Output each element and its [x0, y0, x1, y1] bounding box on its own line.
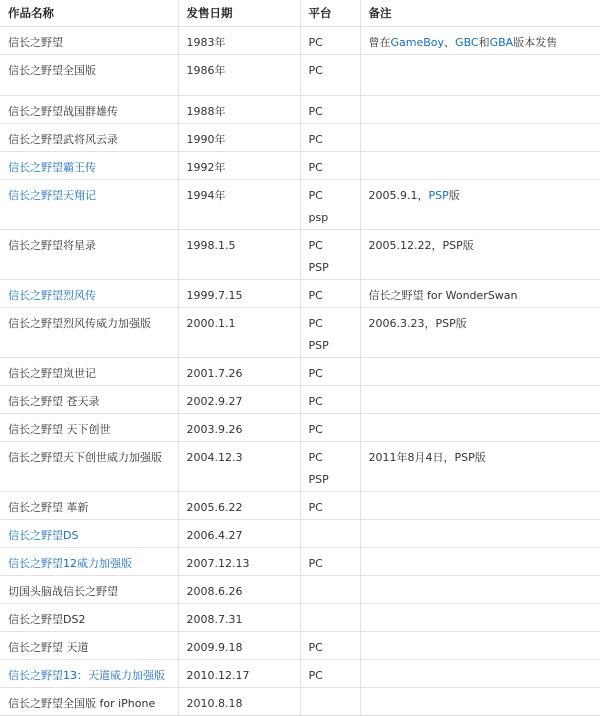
title-text: 信长之野望 天道: [8, 641, 89, 654]
title-link[interactable]: 信长之野望13：天道威力加强版: [8, 669, 165, 682]
table-row: [0, 96, 600, 124]
cell-title[interactable]: [0, 280, 178, 308]
note-segment: 2005.9.1，: [368, 189, 429, 202]
title-text: 信长之野望战国群雄传: [8, 105, 118, 118]
note-segment: 2006.3.23，PSP版: [368, 317, 467, 330]
release-date: 1999.7.15: [186, 289, 243, 302]
cell-platform: [300, 386, 360, 414]
table-row: [0, 180, 600, 230]
release-date: 1994年: [186, 189, 226, 202]
platform-label: PC: [308, 501, 323, 514]
title-text: 信长之野望将星录: [8, 239, 96, 252]
cell-date: [178, 124, 300, 152]
header-date: 发售日期: [178, 0, 300, 27]
note-link[interactable]: GBC: [455, 36, 479, 49]
cell-date: [178, 180, 300, 230]
cell-date: [178, 96, 300, 124]
cell-note: [360, 386, 600, 414]
table-row: [0, 492, 600, 520]
release-date: 1992年: [186, 161, 226, 174]
cell-title: [0, 492, 178, 520]
note-segment: 曾在: [368, 36, 391, 49]
cell-title: [0, 414, 178, 442]
release-date: 2004.12.3: [186, 451, 243, 464]
title-text: 信长之野望DS2: [8, 613, 86, 626]
table-row: [0, 548, 600, 576]
table-row: [0, 55, 600, 96]
title-text: 信长之野望 革新: [8, 501, 89, 514]
cell-platform: [300, 280, 360, 308]
cell-title[interactable]: [0, 152, 178, 180]
release-date: 2002.9.27: [186, 395, 243, 408]
note-segment: 、: [444, 36, 456, 49]
header-platform: 平台: [300, 0, 360, 27]
platform-label: PC: [308, 289, 323, 302]
cell-note: [360, 180, 600, 230]
table-row: [0, 386, 600, 414]
cell-note: [360, 604, 600, 632]
table-row: [0, 520, 600, 548]
platform-label: PSP: [308, 261, 329, 274]
note-segment: 2005.12.22，PSP版: [368, 239, 474, 252]
table-row: [0, 576, 600, 604]
cell-title: [0, 230, 178, 280]
cell-note: [360, 576, 600, 604]
cell-title[interactable]: [0, 180, 178, 230]
cell-note: [360, 358, 600, 386]
cell-date: [178, 55, 300, 96]
cell-platform: [300, 520, 360, 548]
cell-note: [360, 688, 600, 716]
cell-title: [0, 632, 178, 660]
cell-date: [178, 152, 300, 180]
table-row: [0, 688, 600, 716]
header-title: 作品名称: [0, 0, 178, 27]
cell-title: [0, 576, 178, 604]
cell-platform: [300, 604, 360, 632]
table-body: [0, 27, 600, 716]
note-link[interactable]: GBA: [489, 36, 514, 49]
cell-title: [0, 308, 178, 358]
cell-platform: [300, 27, 360, 55]
cell-platform: [300, 576, 360, 604]
table-row: [0, 27, 600, 55]
table-row: [0, 442, 600, 492]
note-text: [369, 185, 593, 207]
cell-note: [360, 308, 600, 358]
cell-note: [360, 520, 600, 548]
cell-date: [178, 688, 300, 716]
table-row: [0, 414, 600, 442]
cell-platform: [300, 124, 360, 152]
cell-platform: [300, 96, 360, 124]
table-row: [0, 358, 600, 386]
cell-note: [360, 96, 600, 124]
cell-note: [360, 230, 600, 280]
title-text: 信长之野望全国版 for iPhone: [8, 697, 156, 710]
cell-date: [178, 358, 300, 386]
cell-title: [0, 688, 178, 716]
table-row: [0, 152, 600, 180]
title-text: 信长之野望天下创世威力加强版: [8, 451, 162, 464]
cell-platform: [300, 688, 360, 716]
note-text: [369, 313, 593, 335]
cell-date: [178, 280, 300, 308]
cell-title[interactable]: [0, 548, 178, 576]
table-header: [0, 0, 600, 27]
cell-title: [0, 27, 178, 55]
cell-note: [360, 55, 600, 96]
title-link[interactable]: 信长之野望烈风传: [8, 289, 96, 302]
cell-platform: [300, 230, 360, 280]
title-text: 信长之野望 苍天录: [8, 395, 100, 408]
release-date: 1988年: [186, 105, 226, 118]
table-row: [0, 230, 600, 280]
note-text: [369, 447, 593, 469]
cell-date: [178, 27, 300, 55]
platform-label: PSP: [308, 339, 329, 352]
note-text: [369, 235, 593, 257]
cell-title: [0, 604, 178, 632]
cell-note: [360, 660, 600, 688]
title-link[interactable]: 信长之野望DS: [8, 529, 79, 542]
title-text: 信长之野望全国版: [8, 64, 96, 77]
release-date: 2001.7.26: [186, 367, 243, 380]
note-segment: 版本发售: [513, 36, 558, 49]
platform-label: PC: [308, 423, 323, 436]
platform-label: PC: [308, 317, 323, 330]
platform-label: PC: [308, 161, 323, 174]
table-row: [0, 124, 600, 152]
cell-note: [360, 492, 600, 520]
platform-label: PC: [308, 64, 323, 77]
cell-platform: [300, 632, 360, 660]
note-link[interactable]: GameBoy: [390, 36, 445, 49]
cell-date: [178, 386, 300, 414]
note-segment: 2011年8月4日，PSP版: [368, 451, 486, 464]
header-note: 备注: [360, 0, 600, 27]
table-row: [0, 660, 600, 688]
cell-note: [360, 152, 600, 180]
release-date: 1983年: [186, 36, 226, 49]
title-text: 信长之野望烈风传威力加强版: [8, 317, 151, 330]
note-segment: 版: [448, 189, 460, 202]
cell-title: [0, 96, 178, 124]
cell-title: [0, 358, 178, 386]
cell-date: [178, 492, 300, 520]
note-segment: 信长之野望 for WonderSwan: [368, 289, 518, 302]
note-text: [369, 32, 593, 54]
cell-title: [0, 442, 178, 492]
cell-date: [178, 442, 300, 492]
platform-label: PC: [308, 36, 323, 49]
release-date: 2007.12.13: [186, 557, 250, 570]
cell-platform: [300, 180, 360, 230]
cell-platform: [300, 414, 360, 442]
title-text: 信长之野望武将风云录: [8, 133, 118, 146]
cell-date: [178, 308, 300, 358]
cell-platform: [300, 55, 360, 96]
cell-title[interactable]: [0, 660, 178, 688]
platform-label: PC: [308, 367, 323, 380]
cell-note: [360, 442, 600, 492]
note-link[interactable]: PSP: [428, 189, 449, 202]
cell-date: [178, 414, 300, 442]
platform-label: PSP: [308, 473, 329, 486]
platform-label: PC: [308, 451, 323, 464]
title-text: 切国头脑战信长之野望: [8, 585, 118, 598]
release-date: 2010.12.17: [186, 669, 250, 682]
platform-label: PC: [308, 641, 323, 654]
release-date: 2006.4.27: [186, 529, 243, 542]
platform-label: PC: [308, 133, 323, 146]
release-date: 2003.9.26: [186, 423, 243, 436]
table-row: [0, 308, 600, 358]
title-link[interactable]: 信长之野望天翔记: [8, 189, 96, 202]
cell-date: [178, 576, 300, 604]
cell-title[interactable]: [0, 520, 178, 548]
table-row: [0, 280, 600, 308]
title-link[interactable]: 信长之野望霸王传: [8, 161, 96, 174]
cell-platform: [300, 492, 360, 520]
release-date: 2010.8.18: [186, 697, 243, 710]
table-row: [0, 604, 600, 632]
note-segment: 和: [478, 36, 490, 49]
title-text: 信长之野望 天下创世: [8, 423, 111, 436]
cell-date: [178, 632, 300, 660]
cell-platform: [300, 660, 360, 688]
platform-label: PC: [308, 239, 323, 252]
release-date: 2009.9.18: [186, 641, 243, 654]
title-text: 信长之野望: [8, 36, 63, 49]
cell-date: [178, 548, 300, 576]
release-date: 1990年: [186, 133, 226, 146]
cell-note: [360, 414, 600, 442]
platform-label: PC: [308, 189, 323, 202]
cell-date: [178, 660, 300, 688]
platform-label: psp: [308, 211, 329, 224]
release-date: 2008.6.26: [186, 585, 243, 598]
cell-title: [0, 55, 178, 96]
cell-date: [178, 520, 300, 548]
cell-platform: [300, 308, 360, 358]
cell-date: [178, 604, 300, 632]
cell-note: [360, 280, 600, 308]
note-text: [369, 285, 593, 307]
platform-label: PC: [308, 105, 323, 118]
cell-platform: [300, 548, 360, 576]
cell-note: [360, 124, 600, 152]
cell-title: [0, 124, 178, 152]
cell-note: [360, 27, 600, 55]
cell-title: [0, 386, 178, 414]
release-date: 1998.1.5: [186, 239, 236, 252]
title-link[interactable]: 信长之野望12威力加强版: [8, 557, 132, 570]
platform-label: PC: [308, 395, 323, 408]
platform-label: PC: [308, 669, 323, 682]
cell-platform: [300, 152, 360, 180]
release-date: 2005.6.22: [186, 501, 243, 514]
release-date: 1986年: [186, 64, 226, 77]
table-row: [0, 632, 600, 660]
cell-note: [360, 632, 600, 660]
cell-note: [360, 548, 600, 576]
cell-platform: [300, 358, 360, 386]
title-text: 信长之野望岚世记: [8, 367, 96, 380]
platform-label: PC: [308, 557, 323, 570]
cell-platform: [300, 442, 360, 492]
release-date: 2008.7.31: [186, 613, 243, 626]
cell-date: [178, 230, 300, 280]
release-date: 2000.1.1: [186, 317, 236, 330]
